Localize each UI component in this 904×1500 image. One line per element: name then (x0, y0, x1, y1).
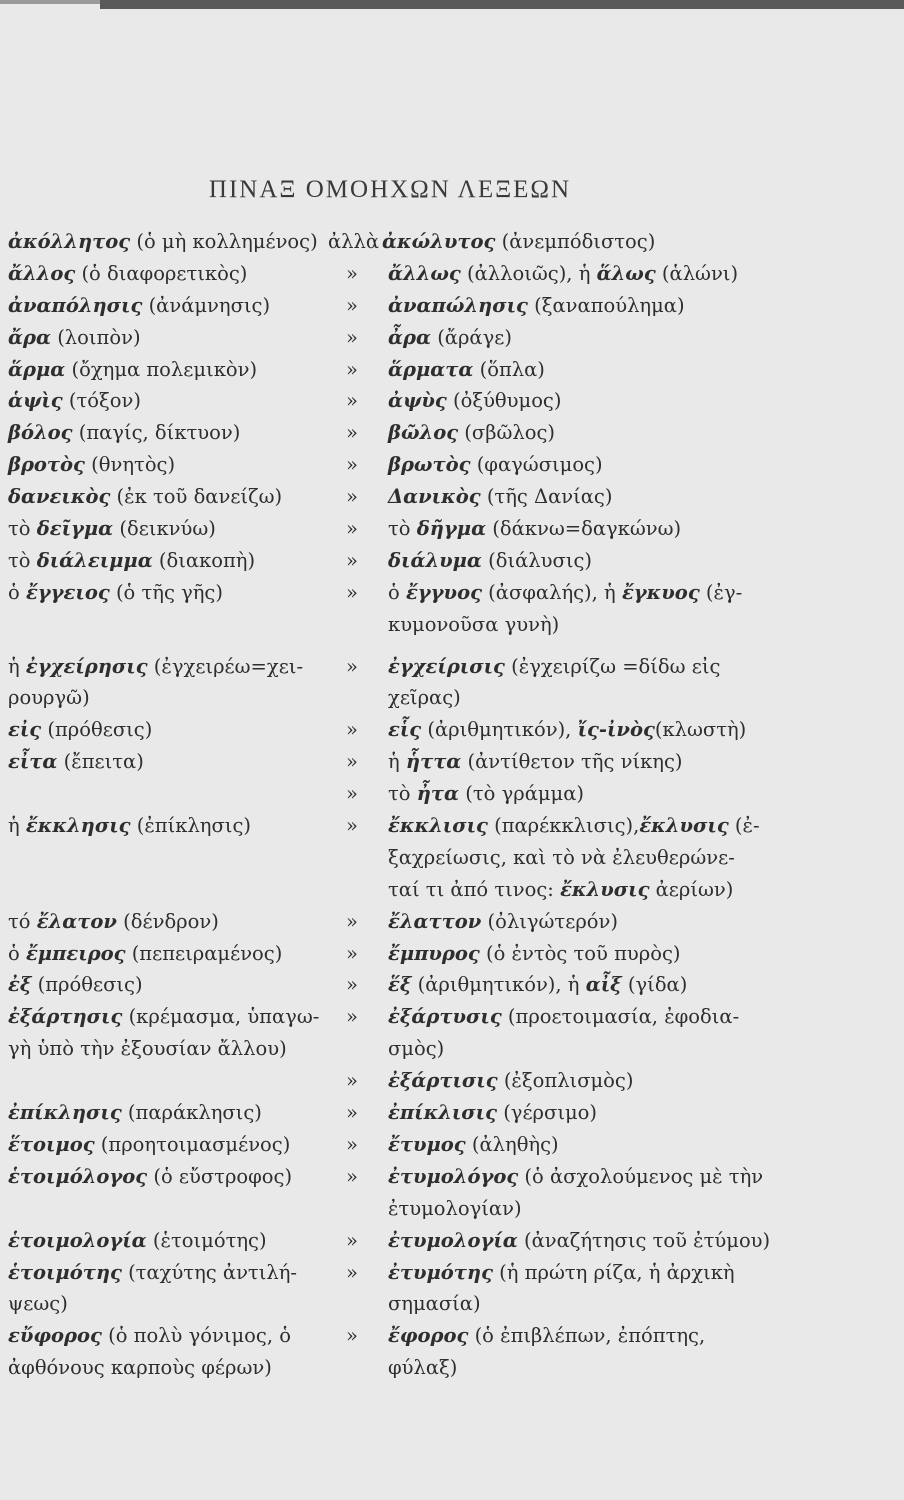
table-row (0, 1069, 904, 1101)
right-word: ἀναπώλησις (388, 293, 528, 317)
separator: » (346, 1228, 358, 1252)
right-gloss: (τὸ γράμμα) (465, 782, 584, 806)
separator: » (346, 1164, 358, 1188)
right-word: ἔκλυσις (560, 877, 650, 901)
left-word: εἶτα (8, 750, 58, 774)
left-article: ὁ (8, 941, 20, 965)
left-gloss: (ἔπειτα) (63, 750, 144, 774)
left-word: εὔφορος (8, 1324, 102, 1348)
separator: » (346, 909, 358, 933)
right-article: ἡ (388, 750, 400, 774)
table-row (0, 942, 904, 974)
right-gloss-2: (ἁλώνι) (661, 261, 739, 285)
left-word: δεῖγμα (36, 517, 114, 541)
right-gloss: (προετοιμασία, ἐφοδια- (507, 1005, 740, 1029)
right-gloss: (ἀνεμπόδιστος) (501, 230, 656, 253)
right-word-2: ἔκλυσις (639, 814, 729, 838)
right-gloss: (τῆς Δανίας) (486, 485, 613, 509)
separator: » (346, 389, 358, 413)
right-word: ἔτυμος (388, 1132, 466, 1156)
separator: » (346, 1260, 358, 1284)
separator: » (346, 814, 358, 838)
left-word: ἀκόλλητος (8, 230, 131, 253)
table-row (0, 814, 904, 846)
right-word: ἐξάρτυσις (388, 1005, 502, 1029)
table-row (0, 718, 904, 750)
right-word-2: ἅλως (596, 261, 656, 285)
right-gloss-2: (ἐγ- (705, 580, 743, 604)
separator: » (346, 1324, 358, 1348)
left-continuation: ρουργῶ) (8, 686, 90, 710)
right-word: ἔλαττον (388, 909, 482, 933)
left-word: ἕτοιμος (8, 1132, 95, 1156)
right-continuation: χεῖρας) (388, 686, 461, 710)
left-gloss: (λοιπὸν) (57, 325, 141, 349)
right-gloss: (ἀριθμητικόν), ἡ (417, 973, 580, 997)
right-word: ἆρα (388, 325, 431, 349)
table-row (0, 421, 904, 453)
left-gloss: (ἀνάμνησις) (148, 293, 271, 317)
spacer (0, 645, 904, 655)
left-gloss: (δένδρον) (123, 909, 219, 933)
right-word: εἷς (388, 718, 422, 742)
table-row (0, 1261, 904, 1293)
right-continuation: σμὸς) (388, 1037, 445, 1061)
right-word: ἔμπυρος (388, 941, 480, 965)
left-gloss: (ὁ πολὺ γόνιμος, ὁ (108, 1324, 291, 1348)
separator: » (346, 261, 358, 285)
table-row-continuation (0, 686, 904, 718)
page-top-border (100, 0, 904, 9)
right-word-2: ἔγκυος (621, 580, 700, 604)
right-continuation: σημασία) (388, 1292, 481, 1316)
left-word: ἑτοιμόλογος (8, 1164, 148, 1188)
table-row (0, 1324, 904, 1356)
separator: » (346, 1005, 358, 1029)
right-word: ἐτυμότης (388, 1260, 493, 1284)
right-article: τὸ (388, 782, 411, 806)
right-gloss: (γέρσιμο) (503, 1101, 597, 1125)
right-gloss: (ἀλλοιῶς), ἡ (467, 261, 591, 285)
separator: » (346, 325, 358, 349)
right-article: τὸ (388, 517, 411, 541)
right-continuation: ξαχρείωσις, καὶ τὸ νὰ ἐλευθερώνε- (388, 845, 735, 869)
table-row-continuation (0, 613, 904, 645)
right-word: ἧττα (405, 750, 462, 774)
right-gloss: (ἄράγε) (437, 325, 512, 349)
table-row-continuation (0, 878, 904, 910)
table-row (0, 655, 904, 687)
separator: » (346, 517, 358, 541)
right-continuation: φύλαξ) (388, 1356, 458, 1380)
table-row (0, 1005, 904, 1037)
right-word: διάλυμα (388, 548, 482, 572)
separator: » (346, 782, 358, 806)
left-word: ἔλατον (36, 909, 117, 933)
right-word: βῶλος (388, 421, 459, 445)
left-gloss: (προητοιμασμένος) (100, 1132, 291, 1156)
right-word: ἐτυμολόγος (388, 1164, 519, 1188)
right-continuation: ἐτυμολογίαν) (388, 1196, 522, 1220)
separator: » (346, 421, 358, 445)
right-gloss: (ὁ ἐπιβλέπων, ἐπόπτης, (474, 1324, 706, 1348)
right-word: ἔγγυος (405, 580, 482, 604)
table-row (0, 1229, 904, 1261)
left-continuation: ψεως) (8, 1292, 68, 1316)
right-word: Δανικὸς (388, 485, 481, 509)
left-gloss: (ἐπίκλησις) (136, 814, 251, 838)
left-article: ἡ (8, 814, 20, 838)
right-gloss: (ἀληθὴς) (471, 1132, 559, 1156)
right-gloss-2: (κλωστὴ) (654, 718, 747, 742)
table-row (0, 262, 904, 294)
right-gloss: ἀερίων) (655, 877, 734, 901)
separator: » (346, 1101, 358, 1125)
left-gloss: (ὁ διαφορετικὸς) (81, 261, 248, 285)
left-word: βροτὸς (8, 453, 85, 477)
table-row (0, 358, 904, 390)
table-row (0, 581, 904, 613)
right-gloss: (ἐγχειρίζω =δίδω εἰς (511, 654, 721, 678)
right-word: ἄλλως (388, 261, 461, 285)
separator: » (346, 973, 358, 997)
left-word: βόλος (8, 421, 73, 445)
separator: » (346, 1069, 358, 1093)
left-article: ἡ (8, 654, 20, 678)
right-word-2: ἴς-ἰνὸς (577, 718, 655, 742)
right-gloss: (ὁ ἀσχολούμενος μὲ τὴν (524, 1164, 764, 1188)
left-continuation: γὴ ὑπὸ τὴν ἐξουσίαν ἄλλου) (8, 1037, 287, 1061)
table-row (0, 517, 904, 549)
separator: » (346, 357, 358, 381)
right-gloss: (ἐξοπλισμὸς) (503, 1069, 634, 1093)
separator: » (346, 580, 358, 604)
table-row (0, 326, 904, 358)
table-row (0, 485, 904, 517)
left-word: ἔμπειρος (25, 941, 126, 965)
table-row (0, 1165, 904, 1197)
left-word: εἰς (8, 718, 42, 742)
right-word: ἐξάρτισις (388, 1069, 498, 1093)
table-row (0, 910, 904, 942)
left-word: ἑτοιμολογία (8, 1228, 147, 1252)
table-row-continuation (0, 1292, 904, 1324)
table-row (0, 1101, 904, 1133)
table-row (0, 750, 904, 782)
separator: » (346, 485, 358, 509)
table-row (0, 782, 904, 814)
right-gloss: (ὁ ἐντὸς τοῦ πυρὸς) (485, 941, 681, 965)
right-continuation: κυμονοῦσα γυνὴ) (388, 612, 560, 636)
table-row (0, 294, 904, 326)
right-gloss: (ἀριθμητικόν), (427, 718, 572, 742)
left-continuation: ἀφθόνους καρποὺς φέρων) (8, 1356, 272, 1380)
right-gloss: (ἀντίθετον τῆς νίκης) (467, 750, 683, 774)
left-gloss: (ὁ τῆς γῆς) (115, 580, 223, 604)
right-gloss: (ἡ πρώτη ρίζα, ἡ ἀρχικὴ (499, 1260, 735, 1284)
right-word: ἐπίκλισις (388, 1101, 497, 1125)
right-gloss-2: (γίδα) (627, 973, 688, 997)
left-gloss: (τόξον) (68, 389, 141, 413)
right-gloss: (φαγώσιμος) (476, 453, 603, 477)
left-article: τὸ (8, 517, 31, 541)
left-word: ἄρα (8, 325, 51, 349)
left-gloss: (δεικνύω) (119, 517, 216, 541)
separator: » (346, 654, 358, 678)
right-gloss: (ἀναζήτησις τοῦ ἐτύμου) (523, 1228, 771, 1252)
left-word: δανεικὸς (8, 485, 111, 509)
right-gloss: (παρέκκλισις), (494, 814, 640, 838)
left-word: ἅρμα (8, 357, 66, 381)
right-word: ἔφορος (388, 1324, 469, 1348)
table-row (0, 1133, 904, 1165)
right-word-2: αἶξ (585, 973, 622, 997)
right-word: ἦτα (416, 782, 460, 806)
right-word: ἐτυμολογία (388, 1228, 518, 1252)
right-word: ἔκκλισις (388, 814, 488, 838)
table-row (0, 453, 904, 485)
table-row (0, 973, 904, 1005)
left-gloss: (διακοπὴ) (158, 548, 256, 572)
table-row (0, 549, 904, 581)
table-row (0, 230, 904, 262)
left-article: τό (8, 909, 31, 933)
left-word: ἔγγειος (25, 580, 110, 604)
left-article: τὸ (8, 548, 31, 572)
left-gloss: (πρόθεσις) (37, 973, 143, 997)
left-word: διάλειμμα (36, 548, 153, 572)
contrast-word: ἀλλὰ (328, 230, 380, 253)
separator: » (346, 293, 358, 317)
right-gloss: (διάλυσις) (488, 548, 593, 572)
left-word: ἄλλος (8, 261, 76, 285)
left-gloss: (πεπειραμένος) (131, 941, 283, 965)
separator: » (346, 548, 358, 572)
left-article: ὁ (8, 580, 20, 604)
left-word: ἁψὶς (8, 389, 63, 413)
left-gloss: (ἑτοιμότης) (152, 1228, 267, 1252)
left-gloss: (παράκλησις) (127, 1101, 262, 1125)
left-gloss: (πρόθεσις) (47, 718, 153, 742)
right-gloss-2: (ἐ- (734, 814, 760, 838)
right-word: ἐγχείρισις (388, 654, 505, 678)
left-word: ἐπίκλησις (8, 1101, 122, 1125)
separator: » (346, 453, 358, 477)
left-gloss: (ἐκ τοῦ δανείζω) (116, 485, 283, 509)
left-gloss: (ἐγχειρέω=χει- (153, 654, 304, 678)
right-gloss: (σβῶλος) (464, 421, 556, 445)
left-word: ἔκκλησις (25, 814, 131, 838)
left-gloss: (ὄχημα πολεμικὸν) (71, 357, 258, 381)
left-word: ἀναπόλησις (8, 293, 143, 317)
separator: » (346, 750, 358, 774)
left-word: ἐξ (8, 973, 32, 997)
left-gloss: (ὁ μὴ κολλημένος) (136, 230, 318, 253)
right-gloss: (ξαναπούλημα) (534, 293, 685, 317)
right-gloss: (ὅπλα) (479, 357, 545, 381)
right-gloss: (ὀξύθυμος) (452, 389, 562, 413)
right-gloss: (δάκνω=δαγκώνω) (492, 517, 682, 541)
right-word: ἅρματα (388, 357, 474, 381)
right-gloss: (ὀλιγώτερόν) (487, 909, 618, 933)
table-row-continuation (0, 1197, 904, 1229)
separator: » (346, 1132, 358, 1156)
right-continuation: ταί τι ἀπό τινος: (388, 877, 554, 901)
left-gloss: (ὁ εὔστροφος) (153, 1164, 293, 1188)
right-word: ἕξ (388, 973, 412, 997)
right-word: βρωτὸς (388, 453, 471, 477)
page-title: ΠΙΝΑΞ ΟΜΟΗΧΩΝ ΛΕΞΕΩΝ (208, 176, 572, 203)
left-word: ἑτοιμότης (8, 1260, 122, 1284)
left-gloss: (ταχύτης ἀντιλή- (128, 1260, 297, 1284)
right-word: ἀκώλυτος (382, 230, 496, 253)
separator: » (346, 718, 358, 742)
right-article: ὁ (388, 580, 400, 604)
table-row-continuation (0, 1356, 904, 1388)
separator: » (346, 941, 358, 965)
table-row-continuation (0, 846, 904, 878)
right-word: δῆγμα (416, 517, 487, 541)
homonym-table (0, 230, 904, 1388)
right-gloss: (ἀσφαλής), ἡ (488, 580, 616, 604)
table-row (0, 389, 904, 421)
table-row-continuation (0, 1037, 904, 1069)
left-gloss: (θνητὸς) (91, 453, 176, 477)
scan-edge (0, 0, 100, 4)
left-word: ἐγχείρησις (25, 654, 148, 678)
left-gloss: (κρέμασμα, ὑπαγω- (128, 1005, 320, 1029)
left-word: ἐξάρτησις (8, 1005, 123, 1029)
left-gloss: (παγίς, δίκτυον) (78, 421, 241, 445)
right-word: ἀψὺς (388, 389, 447, 413)
